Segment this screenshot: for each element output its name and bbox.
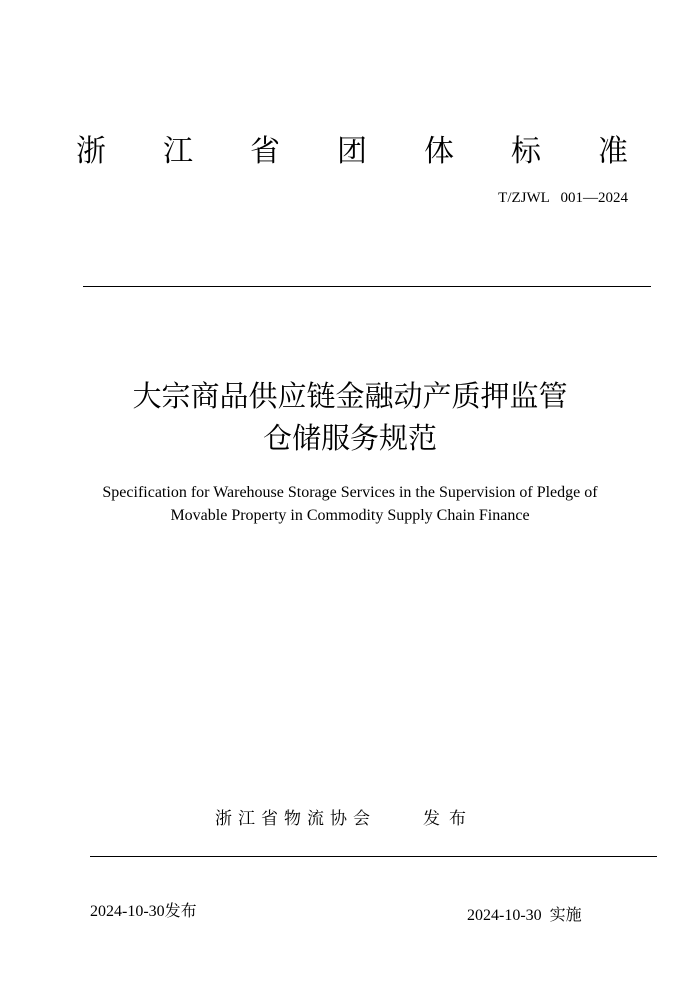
heading-char: 江: [163, 134, 193, 169]
heading-char: 体: [424, 134, 454, 169]
issue-date-block: [90, 901, 197, 922]
heading-char: 准: [598, 134, 628, 169]
english-title-line-1: Specification for Warehouse Storage Services in the Supervision of Pledge of: [102, 484, 598, 501]
top-divider: [83, 286, 651, 287]
implement-date: 2024-10-30: [467, 907, 542, 924]
issue-date: 2024-10-30: [90, 903, 165, 920]
english-title-line-2: Movable Property in Commodity Supply Chain Finance: [170, 507, 530, 524]
implement-date-block: [467, 905, 582, 926]
chinese-title-line-2: 仓储服务规范: [262, 421, 437, 455]
issue-label: 发布: [164, 901, 197, 920]
heading-char: 省: [250, 134, 280, 169]
bottom-divider: [90, 856, 657, 857]
chinese-title: [0, 375, 700, 459]
standard-code: T/ZJWL 001—2024: [498, 190, 628, 206]
heading-char: 浙: [76, 134, 106, 169]
heading-char: 团: [337, 134, 367, 169]
publish-label: 发布: [423, 809, 475, 829]
standard-type-heading: [76, 134, 628, 170]
implement-label: 实施: [549, 905, 582, 924]
publisher-name: 浙江省物流协会: [215, 809, 376, 829]
heading-char: 标: [511, 134, 541, 169]
english-title: [0, 481, 700, 527]
chinese-title-line-1: 大宗商品供应链金融动产质押监管: [132, 379, 568, 413]
